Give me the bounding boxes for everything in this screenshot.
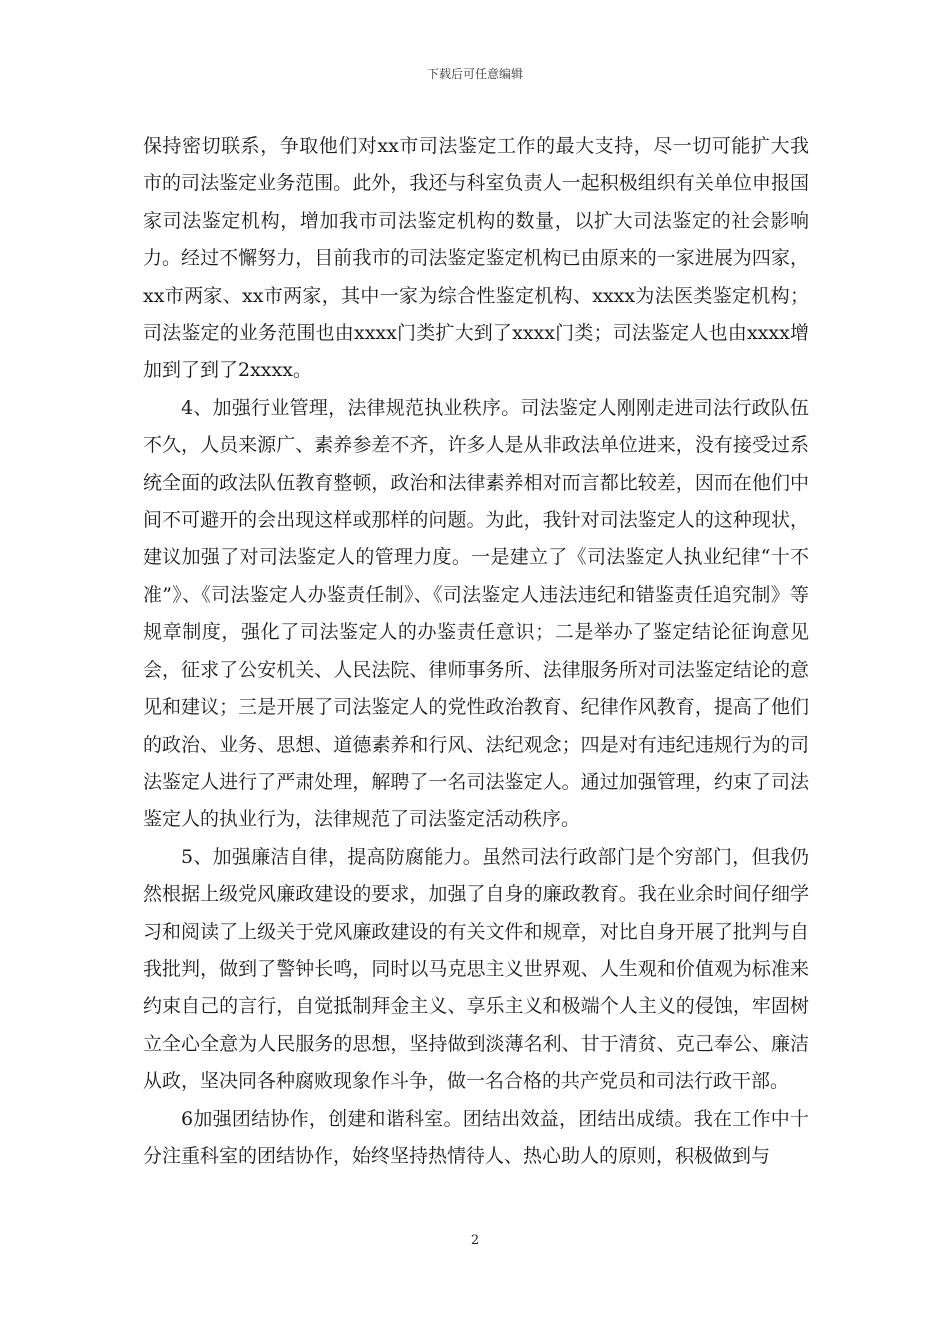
document-body (143, 128, 809, 1175)
page-number: 2 (470, 1233, 480, 1248)
paragraph-item-5: 5、加强廉洁自律，提高防腐能力。虽然司法行政部门是个穷部门，但我仍然根据上级党风廉政建设的要求，加强了自身的廉政教育。我在业余时间仔细学习和阅读了上级关于党风廉政建设的有关文件和规章，对比自身开展了批判与自我批判，做到了警钟长鸣，同时以马克思主义世界观、人生观和价值观为标准来约束自己的言行，自觉抵制拜金主义、享乐主义和极端个人主义的侵蚀，牢固树立全心全意为人民服务的思想，坚持做到淡薄名利、甘于清贫、克己奉公、廉洁从政，坚决同各种腐败现象作斗争，做一名合格的共产党员和司法行政干部。 (143, 845, 809, 1093)
page-header: 下载后可任意编辑 (426, 67, 523, 81)
paragraph-item-4: 4、加强行业管理，法律规范执业秩序。司法鉴定人刚刚走进司法行政队伍不久，人员来源广、素养参差不齐，许多人是从非政法单位进来，没有接受过系统全面的政法队伍教育整顿，政治和法律素养相对而言都比较差，因而在他们中间不可避开的会出现这样或那样的问题。为此，我针对司法鉴定人的这种现状，建议加强了对司法鉴定人的管理力度。一是建立了《司法鉴定人执业纪律“十不准”》、《司法鉴定人办鉴责任制》、《司法鉴定人违法违纪和错鉴责任追究制》等规章制度，强化了司法鉴定人的办鉴责任意识；二是举办了鉴定结论征询意见会，征求了公安机关、人民法院、律师事务所、法律服务所对司法鉴定结论的意见和建议；三是开展了司法鉴定人的党性政治教育、纪律作风教育，提高了他们的政治、业务、思想、道德素养和行风、法纪观念；四是对有违纪违规行为的司法鉴定人进行了严肃处理，解聘了一名司法鉴定人。通过加强管理，约束了司法鉴定人的执业行为，法律规范了司法鉴定活动秩序。 (143, 396, 809, 831)
paragraph-item-6: 6加强团结协作，创建和谐科室。团结出效益，团结出成绩。我在工作中十分注重科室的团结协作，始终坚持热情待人、热心助人的原则，积极做到与 (143, 1107, 809, 1167)
paragraph-continued: 保持密切联系，争取他们对xx市司法鉴定工作的最大支持，尽一切可能扩大我市的司法鉴定业务范围。此外，我还与科室负责人一起积极组织有关单位申报国家司法鉴定机构，增加我市司法鉴定机构的数量，以扩大司法鉴定的社会影响力。经过不懈努力，目前我市的司法鉴定鉴定机构已由原来的一家进展为四家，xx市两家、xx市两家，其中一家为综合性鉴定机构、xxxx为法医类鉴定机构；司法鉴定的业务范围也由xxxx门类扩大到了xxxx门类；司法鉴定人也由xxxx增加到了到了2xxxx。 (143, 135, 809, 382)
